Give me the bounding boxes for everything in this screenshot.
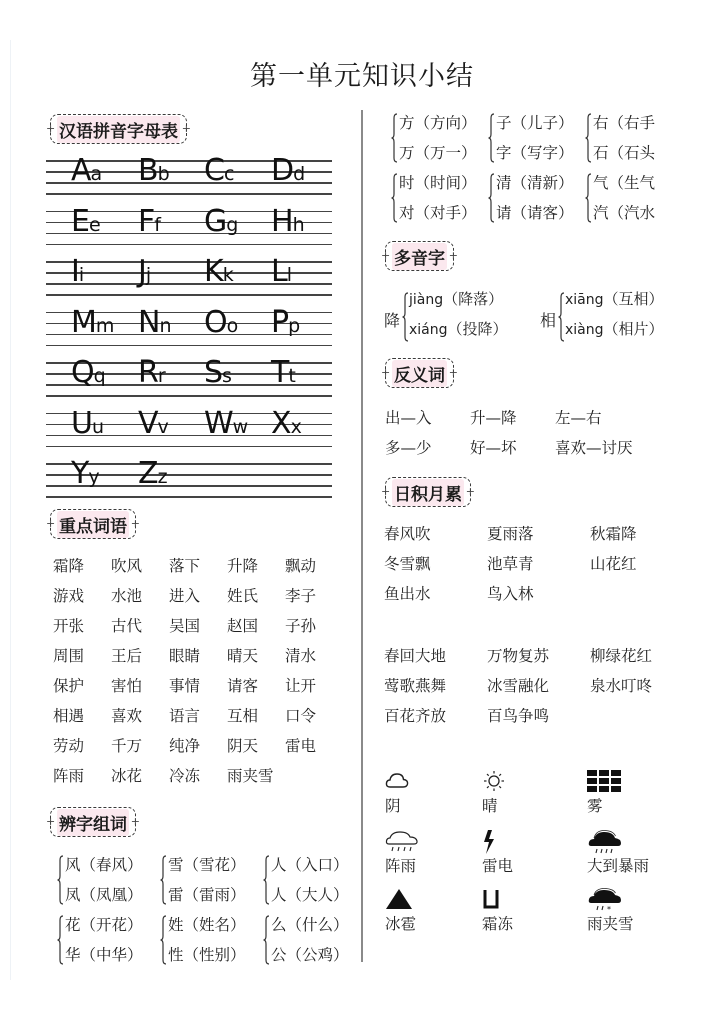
sleet-icon bbox=[587, 888, 627, 914]
word-item: 清水 bbox=[285, 647, 317, 665]
word-item: 喜欢—讨厌 bbox=[555, 439, 633, 457]
word-item: 语言 bbox=[169, 707, 201, 725]
heading-text: + 辨字组词 bbox=[57, 809, 129, 836]
word-item: 飘动 bbox=[285, 557, 317, 575]
writing-line bbox=[46, 193, 332, 195]
letter-pair bbox=[204, 203, 239, 239]
brace-icon bbox=[263, 915, 270, 965]
char-pair-group bbox=[160, 913, 270, 971]
polyphone-char: 降 bbox=[384, 311, 401, 330]
letter-pair bbox=[138, 304, 172, 340]
uppercase-letter: D bbox=[271, 153, 294, 188]
word-item: 游戏 bbox=[53, 587, 85, 605]
char-pair-group bbox=[160, 853, 270, 911]
weather-label: 霜冻 bbox=[482, 915, 514, 933]
writing-line bbox=[46, 244, 332, 246]
char-pair-group bbox=[488, 111, 598, 169]
lowercase-letter: e bbox=[88, 213, 101, 236]
word-item: 让开 bbox=[285, 677, 317, 695]
brace-icon bbox=[558, 292, 565, 342]
uppercase-letter: S bbox=[204, 355, 223, 390]
pair-word-1: 风（春风） bbox=[65, 856, 143, 874]
pair-word-2: 人（大人） bbox=[271, 886, 349, 904]
word-item: 李子 bbox=[285, 587, 317, 605]
uppercase-letter: E bbox=[71, 203, 89, 239]
pair-word-1: 花（开花） bbox=[65, 916, 143, 934]
word-item: 升—降 bbox=[470, 409, 517, 427]
lowercase-letter: m bbox=[95, 314, 115, 337]
pinyin: xiáng bbox=[409, 322, 448, 338]
weather-symbol bbox=[385, 830, 495, 890]
brace-icon bbox=[488, 173, 495, 223]
weather-symbol bbox=[587, 770, 697, 830]
antonyms-grid bbox=[385, 409, 675, 458]
letter-pair bbox=[71, 456, 100, 491]
pair-word-2: 汽（汽水 bbox=[593, 204, 656, 222]
char-pair-group bbox=[57, 853, 167, 911]
weather-symbol bbox=[482, 888, 592, 948]
brace-icon bbox=[57, 915, 64, 965]
fog-icon bbox=[587, 770, 627, 796]
pair-word-2: 性（性别） bbox=[168, 946, 246, 964]
three-char-phrases bbox=[384, 525, 680, 604]
pair-word-1: 时（时间） bbox=[399, 174, 477, 192]
word-item: 进入 bbox=[169, 587, 201, 605]
word-item: 莺歌燕舞 bbox=[384, 677, 447, 695]
word-item: 古代 bbox=[111, 617, 143, 635]
letter-pair bbox=[271, 304, 301, 340]
word-item: 姓氏 bbox=[227, 587, 259, 605]
lowercase-letter: q bbox=[93, 365, 106, 387]
word-item: 相遇 bbox=[53, 707, 85, 725]
lowercase-letter: i bbox=[78, 264, 85, 286]
letter-pair bbox=[204, 355, 232, 390]
word-item: 出—入 bbox=[385, 409, 432, 427]
brace-icon bbox=[160, 915, 167, 965]
letter-pair bbox=[271, 405, 302, 441]
pair-word-2: 对（对手） bbox=[399, 204, 477, 222]
section-heading-accumulation bbox=[385, 477, 471, 507]
letter-pair bbox=[271, 203, 305, 239]
brace-icon bbox=[391, 113, 398, 163]
word-item: 喜欢 bbox=[111, 707, 143, 725]
word-item: 万物复苏 bbox=[487, 647, 550, 665]
brace-icon bbox=[57, 855, 64, 905]
word-item: 赵国 bbox=[227, 617, 259, 635]
uppercase-letter: I bbox=[71, 254, 79, 289]
word-item: 冰花 bbox=[111, 767, 143, 785]
uppercase-letter: V bbox=[138, 405, 158, 441]
section-heading-polyphones bbox=[385, 241, 454, 271]
word-item: 子孙 bbox=[285, 617, 317, 635]
weather-symbol bbox=[385, 770, 495, 830]
pair-word-2: 石（石头 bbox=[593, 144, 656, 162]
letter-pair bbox=[271, 355, 296, 390]
pair-word-1: 雪（雪花） bbox=[168, 856, 246, 874]
lowercase-letter: z bbox=[157, 466, 168, 488]
lowercase-letter: h bbox=[292, 213, 305, 236]
pair-word-2: 华（中华） bbox=[65, 946, 143, 964]
brace-icon bbox=[160, 855, 167, 905]
weather-label: 晴 bbox=[482, 797, 498, 815]
section-heading-char-groups bbox=[50, 807, 136, 837]
pair-word-1: 右（右手 bbox=[593, 114, 656, 132]
letter-pair bbox=[71, 355, 106, 390]
letter-pair bbox=[138, 405, 169, 441]
word-item: 请客 bbox=[227, 677, 259, 695]
letter-pair bbox=[204, 405, 249, 441]
letter-pair bbox=[204, 254, 234, 289]
hail-icon bbox=[385, 888, 425, 914]
writing-line bbox=[46, 496, 332, 498]
weather-symbol bbox=[482, 830, 592, 890]
lowercase-letter: d bbox=[293, 163, 306, 185]
writing-line bbox=[46, 345, 332, 347]
letter-pair bbox=[71, 405, 105, 441]
lowercase-letter: o bbox=[226, 314, 239, 337]
pair-word-1: 气（生气 bbox=[593, 174, 656, 192]
uppercase-letter: X bbox=[271, 405, 291, 441]
example-word: （互相） bbox=[603, 290, 664, 308]
pair-word-2: 请（请客） bbox=[496, 204, 574, 222]
four-char-idioms bbox=[384, 647, 690, 726]
sun-icon bbox=[482, 770, 522, 796]
lowercase-letter: t bbox=[288, 365, 296, 387]
weather-label: 雾 bbox=[587, 797, 603, 815]
weather-label: 阵雨 bbox=[385, 857, 417, 875]
uppercase-letter: T bbox=[271, 355, 289, 390]
weather-label: 大到暴雨 bbox=[587, 857, 650, 875]
brace-icon bbox=[585, 113, 592, 163]
pair-word-2: 凤（凤凰） bbox=[65, 886, 143, 904]
alphabet-row bbox=[46, 203, 332, 257]
heading-text: + 多音字 bbox=[392, 243, 447, 270]
page-edge bbox=[10, 40, 11, 980]
pair-word-2: 雷（雷雨） bbox=[168, 886, 246, 904]
char-pair-group bbox=[585, 171, 695, 229]
alphabet-row bbox=[46, 254, 332, 307]
letter-pair bbox=[71, 153, 103, 188]
cloud-icon bbox=[385, 770, 425, 796]
uppercase-letter: B bbox=[138, 153, 158, 188]
word-item bbox=[285, 767, 343, 786]
shower-icon bbox=[385, 830, 425, 856]
word-item: 霜降 bbox=[53, 557, 85, 575]
word-item: 阵雨 bbox=[53, 767, 85, 785]
alphabet-row bbox=[46, 456, 332, 509]
alphabet-row bbox=[46, 304, 332, 358]
word-item: 阴天 bbox=[227, 737, 259, 755]
alphabet-row bbox=[46, 153, 332, 206]
pair-word-2: 字（写字） bbox=[496, 144, 574, 162]
word-item: 秋霜降 bbox=[590, 525, 637, 543]
word-item: 冬雪飘 bbox=[384, 555, 431, 573]
uppercase-letter: G bbox=[204, 203, 227, 239]
frost-icon bbox=[482, 888, 522, 914]
weather-symbol bbox=[385, 888, 495, 948]
word-item: 泉水叮咚 bbox=[590, 677, 653, 695]
lowercase-letter: l bbox=[286, 264, 292, 286]
word-item: 冷冻 bbox=[169, 767, 201, 785]
word-item: 口令 bbox=[285, 707, 317, 725]
word-item: 池草青 bbox=[487, 555, 534, 573]
section-heading-key-words bbox=[50, 509, 136, 539]
polyphone-reading bbox=[565, 318, 664, 339]
pair-word-2: 万（万一） bbox=[399, 144, 477, 162]
letter-pair bbox=[138, 254, 152, 289]
uppercase-letter: H bbox=[271, 203, 293, 239]
heavy-rain-icon bbox=[587, 830, 627, 856]
letter-pair bbox=[71, 254, 85, 289]
weather-label: 阴 bbox=[385, 797, 401, 815]
word-item: 害怕 bbox=[111, 677, 143, 695]
pinyin: jiàng bbox=[409, 292, 444, 308]
example-word: （相片） bbox=[603, 320, 664, 338]
lowercase-letter: w bbox=[232, 415, 249, 438]
writing-line bbox=[46, 395, 332, 397]
char-pair-group bbox=[391, 111, 501, 169]
word-item: 开张 bbox=[53, 617, 85, 635]
word-item: 眼睛 bbox=[169, 647, 201, 665]
lowercase-letter: s bbox=[222, 365, 232, 387]
word-item: 事情 bbox=[169, 677, 201, 695]
column-divider bbox=[361, 110, 363, 962]
letter-pair bbox=[271, 153, 306, 188]
alphabet-row bbox=[46, 355, 332, 408]
char-pair-group bbox=[263, 913, 373, 971]
weather-symbol bbox=[587, 830, 697, 890]
section-heading-antonyms bbox=[385, 358, 454, 388]
heading-text: + 汉语拼音字母表 bbox=[57, 116, 180, 143]
lightning-icon bbox=[482, 830, 522, 856]
lowercase-letter: g bbox=[226, 213, 239, 236]
pair-word-1: 方（方向） bbox=[399, 114, 477, 132]
word-item: 百鸟争鸣 bbox=[487, 707, 550, 725]
polyphone-reading bbox=[409, 288, 503, 309]
uppercase-letter: Z bbox=[138, 456, 158, 491]
lowercase-letter: f bbox=[154, 213, 161, 236]
heading-text: + 反义词 bbox=[392, 360, 447, 387]
word-item: 左—右 bbox=[555, 409, 602, 427]
page-title: 第一单元知识小结 bbox=[250, 61, 474, 92]
word-item: 周围 bbox=[53, 647, 85, 665]
word-item: 互相 bbox=[227, 707, 259, 725]
word-item bbox=[590, 707, 690, 726]
lowercase-letter: r bbox=[157, 365, 166, 387]
char-pair-group bbox=[391, 171, 501, 229]
letter-pair bbox=[138, 153, 170, 188]
letter-pair bbox=[71, 304, 115, 340]
word-item: 落下 bbox=[169, 557, 201, 575]
letter-pair bbox=[204, 304, 239, 340]
pair-word-1: 么（什么） bbox=[271, 916, 349, 934]
section-heading-alphabet bbox=[50, 114, 187, 144]
word-item: 百花齐放 bbox=[384, 707, 447, 725]
word-item: 夏雨落 bbox=[487, 525, 534, 543]
lowercase-letter: c bbox=[223, 163, 235, 185]
word-item: 鸟入林 bbox=[487, 585, 534, 603]
writing-line bbox=[46, 294, 332, 296]
uppercase-letter: Y bbox=[71, 456, 89, 491]
char-pair-group bbox=[263, 853, 373, 911]
weather-label: 冰雹 bbox=[385, 915, 417, 933]
weather-symbol bbox=[587, 888, 697, 948]
brace-icon bbox=[391, 173, 398, 223]
word-item: 吹风 bbox=[111, 557, 143, 575]
weather-label: 雨夹雪 bbox=[587, 915, 634, 933]
word-item: 水池 bbox=[111, 587, 143, 605]
pinyin: xiāng bbox=[565, 292, 604, 308]
word-item bbox=[590, 585, 680, 604]
uppercase-letter: J bbox=[138, 254, 146, 289]
word-item: 春回大地 bbox=[384, 647, 447, 665]
word-item: 吴国 bbox=[169, 617, 201, 635]
uppercase-letter: P bbox=[271, 304, 289, 340]
lowercase-letter: x bbox=[290, 415, 302, 438]
brace-icon bbox=[585, 173, 592, 223]
pair-word-1: 子（儿子） bbox=[496, 114, 574, 132]
weather-symbol bbox=[482, 770, 592, 830]
uppercase-letter: N bbox=[138, 304, 160, 340]
lowercase-letter: u bbox=[91, 415, 105, 438]
word-item: 纯净 bbox=[169, 737, 201, 755]
lowercase-letter: v bbox=[157, 415, 169, 438]
lowercase-letter: k bbox=[222, 264, 234, 286]
word-item: 王后 bbox=[111, 647, 143, 665]
word-item: 升降 bbox=[227, 557, 259, 575]
brace-icon bbox=[488, 113, 495, 163]
lowercase-letter: a bbox=[90, 163, 103, 185]
uppercase-letter: U bbox=[71, 405, 92, 441]
lowercase-letter: n bbox=[159, 314, 172, 337]
lowercase-letter: p bbox=[288, 314, 301, 337]
letter-pair bbox=[138, 456, 168, 491]
svg-text:*: * bbox=[607, 905, 611, 914]
pair-word-1: 姓（姓名） bbox=[168, 916, 246, 934]
char-pair-group bbox=[57, 913, 167, 971]
word-item: 雨夹雪 bbox=[227, 767, 274, 785]
uppercase-letter: R bbox=[138, 355, 158, 390]
key-words-grid bbox=[53, 557, 343, 786]
uppercase-letter: L bbox=[271, 254, 287, 289]
pair-word-1: 人（入口） bbox=[271, 856, 349, 874]
word-item: 多—少 bbox=[385, 439, 432, 457]
word-item: 雷电 bbox=[285, 737, 317, 755]
pinyin: xiàng bbox=[565, 322, 604, 338]
word-item: 春风吹 bbox=[384, 525, 431, 543]
uppercase-letter: W bbox=[204, 405, 233, 441]
uppercase-letter: K bbox=[204, 254, 223, 289]
letter-pair bbox=[138, 355, 166, 390]
word-item: 劳动 bbox=[53, 737, 85, 755]
weather-label: 雷电 bbox=[482, 857, 514, 875]
alphabet-row bbox=[46, 405, 332, 459]
uppercase-letter: C bbox=[204, 153, 224, 188]
char-pair-group bbox=[585, 111, 695, 169]
word-item: 鱼出水 bbox=[384, 585, 431, 603]
word-item: 保护 bbox=[53, 677, 85, 695]
char-pair-group bbox=[488, 171, 598, 229]
word-item: 好—坏 bbox=[470, 439, 517, 457]
lowercase-letter: j bbox=[145, 264, 152, 286]
pair-word-1: 清（清新） bbox=[496, 174, 574, 192]
lowercase-letter: y bbox=[88, 466, 100, 488]
word-item: 柳绿花红 bbox=[590, 647, 653, 665]
polyphone-reading bbox=[565, 288, 664, 309]
polyphone-reading bbox=[409, 318, 508, 339]
example-word: （投降） bbox=[447, 320, 508, 338]
word-item: 千万 bbox=[111, 737, 143, 755]
uppercase-letter: F bbox=[138, 203, 155, 239]
heading-text: + 重点词语 bbox=[57, 511, 129, 538]
uppercase-letter: Q bbox=[71, 355, 94, 390]
word-item: 冰雪融化 bbox=[487, 677, 550, 695]
brace-icon bbox=[263, 855, 270, 905]
word-item: 山花红 bbox=[590, 555, 637, 573]
lowercase-letter: b bbox=[157, 163, 170, 185]
brace-icon bbox=[402, 292, 409, 342]
letter-pair bbox=[204, 153, 235, 188]
uppercase-letter: M bbox=[71, 304, 96, 340]
letter-pair bbox=[271, 254, 292, 289]
uppercase-letter: A bbox=[71, 153, 91, 188]
word-item: 晴天 bbox=[227, 647, 259, 665]
heading-text: + 日积月累 bbox=[392, 479, 464, 506]
uppercase-letter: O bbox=[204, 304, 227, 340]
letter-pair bbox=[138, 203, 161, 239]
example-word: （降落） bbox=[443, 290, 504, 308]
polyphone-char: 相 bbox=[540, 311, 557, 330]
letter-pair bbox=[71, 203, 101, 239]
pair-word-2: 公（公鸡） bbox=[271, 946, 349, 964]
writing-line bbox=[46, 446, 332, 448]
